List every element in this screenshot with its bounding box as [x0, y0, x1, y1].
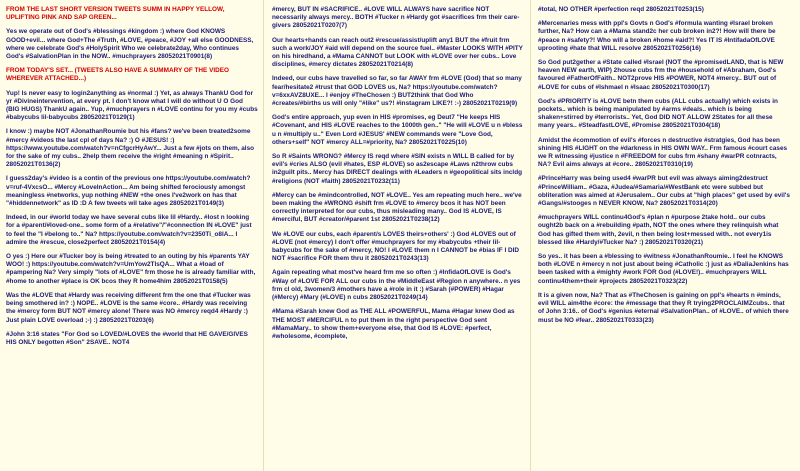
tweet-entry [6, 214, 258, 247]
tweet-entry [6, 90, 258, 123]
tweet-text: Amidst the #commotion of evil's #forces n destructive #stratgies, God has been shining HIS #LIGHT on the #darkness in HIS OWN WAY.. Frm famous #court cases we R witnessing #justice n #FREEDOM for cubs frm #shany #warPR cotnracts, NA? Evil aims always at #core.. 28052021T0310(19) [538, 136, 788, 169]
tweet-text: #muchprayers WILL continu4God's #plan n #purpose 2take hold.. our cubs ought2b back on a #rebuilding #path, NOT the ones where they relinquish what God has gifted them with, 2evil, n then being lost+messed with.. not every1is blessed like #Hardy/#Tucker Na? :) 28052021T0320(21) [538, 214, 779, 246]
tweet-entry [538, 175, 790, 208]
tweet-entry [272, 75, 524, 108]
tweet-entry [538, 59, 790, 92]
tweet-text: #Mercenaries mess with ppl's Govts n God's #formula wanting #Israel broken further, Na? How can a #Mama stand2c her cub broken in2?! How will there be #peace n #safety?! Who will a broken #home #aid?! Yes IT IS #IntifadaOfLOVE uprooting #hate that WILL resolve 28052021T0256(16) [538, 20, 776, 52]
tweet-entry [6, 128, 258, 169]
tweet-entry [6, 253, 258, 286]
tweet-text: So God put2gether a #State called #Israel (NOT the #promisedLAND, that is NEW heaven NEW earth, WIP) 2house cubs frm the #household of #Abraham, God's favoured #FatherOfFaith.. NOT2prove HIS #POWER, NOT4 #mercy.. BUT out of #LOVE for cubs of #Ishmael n #Isaac 28052021T0300(17) [538, 59, 784, 91]
tweet-text: Our hearts+hands can reach out2 #rescue/assist/uplift any1 BUT the #fruit frm such a work/JOY #aid will depend on the source fuel.. #Master LOOKS WITH #PITY on his hiredhand, a #Mama CANNOT but LOOK with #LOVE over her cubs.. Love disciplines, #mercy dictates 28052021T0214(8) [272, 36, 523, 69]
column-left [0, 0, 262, 471]
heading-todays-set [6, 67, 258, 83]
tweet-entry [538, 214, 790, 247]
tweet-entry [6, 292, 258, 325]
tweet-entry [538, 20, 790, 53]
tweet-entry [538, 98, 790, 131]
tweet-text: Yup! Is never easy to login2anything as #normal :) Yet, as always ThankU God for yr #Divineintervention, at every pt. I don't know what I will do without U O God (BIG HUGS) ThankU again.. Yup, #muchprayers n #LOVE continu for you my #cubs #babycubs lil-babycubs 28052021T0129(1) [6, 89, 258, 122]
tweet-entry [272, 231, 524, 264]
column-right [532, 0, 794, 471]
heading-text: FROM THE LAST SHORT VERSION TWEETS SUMM IN HAPPY YELLOW, UPLIFTING PINK AND SAP GREEN... [6, 6, 225, 22]
tweet-text: #Mama #Sarah knew God as THE ALL #POWERFUL, Mama #Hagar knew God as THE MOST #MERCIFUL n to put them in the right perspective God sent #MamaMary.. to show them+everyone else, that God IS #LOVE: #perfect, #wholesome, #complete, [272, 308, 515, 340]
heading-text: FROM TODAY'S SET... (TWEETS ALSO HAVE A SUMMARY OF THE VIDEO WHEREVER ATTACHED...) [6, 67, 229, 83]
tweet-text: #total, NO OTHER #perfection reqd 28052021T0253(15) [538, 6, 704, 13]
tweet-text: I guess2day's #video is a contin of the previous one https://youtube.com/watch?v=ruf-4VxcsO... #Mercy #LoveInAction... Am being shifted ferociously amongst meaningless #networks, yup nothing #NEW +the ones I've2work on has that "#hiddennetwork" as ID :D A few tweets wil take ages 28052021T0149(3) [6, 175, 251, 208]
tweet-entry [272, 37, 524, 70]
tweet-text: So R #Saints WRONG? #Mercy IS reqd where #SIN exists n WILL B called for by evil's #cries ALSO (evil #hates, ESP #LOVE) so as2escape #Laws n2throw cubs in2guilt pits.. Mercy has DIRECT dealings with #Leaders n #geopolitical sits incldg #religions (NOT #faith) 28052021T0232(11) [272, 153, 522, 185]
tweet-text: Indeed, in our #world today we have several cubs like lil #Hardy.. #lost n looking for a #parent/#loved-one.. some form of a #relative"/"#connection IN #LOVE" just to feel the "I #belong to.." Na? https://youtube.com/watch?v=2350Ti_o8lA... I admire the #rescue, close2perfect 28052021T0154(4) [6, 214, 252, 246]
tweet-text: #PrinceHarry was being used4 #warPR but evil was always aiming2destruct #PrinceWilliam.. #Gaza, #Judea/#Samaria/#WestBank etc were subbed but obliteration was aimed at #Jerusalem.. Our cubs at "high places" get used by evil's #Gangs/#stooges n NEVER KNOW, Na? 28052021T0314(20) [538, 175, 790, 208]
tweet-text: Yes we operate out of God's #blessings #kingdom :) where God KNOWS GOOD+evil... where God+The #Truth, #LOVE, #peace, #JOY +all else GOODNESS, where we celebrate God's #HolySpirit Who we celebrate2day, Who continues God's #SalvationPlan in the NOW.. #muchprayers 28052021T0901(8) [6, 28, 254, 61]
tweet-entry [6, 331, 258, 347]
column-divider [263, 0, 264, 471]
tweet-entry [6, 175, 258, 208]
tweet-text: Again repeating what most've heard frm me so often :) #InfidaOfLOVE is God's #Way of #LOVE FOR ALL our cubs in the #MiddleEast #Region n anywhere.. n yes frm cl old, 3women/3 #mothers have a #role in it :) #Sarah (#POWER) #Hagar (#Mercy) #Mary (#LOVE) n cubs 28052021T0249(14) [272, 269, 521, 302]
column-divider [530, 0, 531, 471]
tweet-entry [272, 192, 524, 225]
tweet-entry [272, 308, 524, 341]
tweet-entry [272, 153, 524, 186]
tweet-text: Was the #LOVE that #Hardy was receiving different frm the one that #Tucker was being smothered in? :) NOPE.. #LOVE is the same #core.. #Hardy was receiving the #mercy form BUT NOT #mercy alone! There was NO #mercy reqd4 #Hardy :) Just plain LOVE overload ;-) :) 28052021T0203(6) [6, 291, 251, 324]
tweet-text: We #LOVE our cubs, each #parent/s LOVES theirs+others' :) God #LOVES out of #LOVE (not #mercy) I don't offer #muchprayers for my #babycubs +their lil-babycubs for the sake of #mercy, NO! I #LOVE them n I CANNOT be #bias IF I DID NOT #sacrifice FOR them thru it 28052021T0243(13) [272, 230, 520, 263]
tweet-text: It is a given now, Na? That as #TheChosen is gaining on ppl's #hearts n #minds, evil WILL aim4the #core: the #message that they R trying2PROCLAIMZcubs.. that of John 3:16.. of God's #genius #eternal #SalvationPlan.. of #LOVE.. of which there must be NO #fear.. 28052021T0333(23) [538, 291, 789, 324]
tweet-text: I know :) maybe NOT #JonathanRoumie but his #fans? we've been treated2some #mercy #videos the last cpl of days Na? :) O #JESUS! :) https://www.youtube.com/watch?v=nCfgcrHyAwY... Just a few #jots on them, also for the sake of my cubs.. 2help them receive the #right #meaning n #Spirit.. 28052021T0136(2) [6, 128, 255, 169]
tweet-text: #mercy, BUT IN #SACRIFICE.. #LOVE WILL ALWAYS have sacrifice NOT necessarily always mercy.. BOTH #Tucker n #Hardy got #sacrifices frm their care-givers 28052021T0207(7) [272, 6, 520, 30]
tweet-text: O yes :) Here our #Tucker boy is being #treated to an outing by his #parents YAY WOO! :) https://youtube.com/watch?v=UmYow2TlsQA... What a #load of #pampering Na? Very simply "lots of #LOVE" frm those he is already familiar with, #home to another #place is OK bcos they R home4him 28052021T0158(5) [6, 253, 256, 285]
tweet-entry [6, 28, 258, 61]
tweet-text: God's #PRIORITY is #LOVE betn them cubs (ALL cubs actually) which exists in pockets.. which is being manipulated by #arms #deals.. which is being shaken+stirred by #terrorists.. Yet, God DID NOT ALLOW 2States for all these many years.. #SteadfastLOVE, #Promise 28052021T0304(18) [538, 97, 778, 130]
tweet-text: So yes.. it has been a #blessing to #witness #JonathanRoumie.. I feel he KNOWS both #LOVE n #mercy n not just about being #Catholic :) just as #DaliaJenkins has been tasked with a #mighty #work FOR God (#LOVE!).. #muchprayers WILL continu4them+their #projects 28052021T0323(22) [538, 253, 789, 285]
tweet-entry [272, 114, 524, 147]
tweet-text: #John 3:16 states "For God so LOVED/#LOVES the #world that HE GAVE/GIVES HIS ONLY begotten #Son" 2SAVE.. NOT4 [6, 330, 248, 346]
tweet-entry [272, 6, 524, 31]
tweet-text: #Mercy can be #mindcontrolled, NOT #LOVE.. Yes am repeating much here.. we've been making the #WRONG #shift frm #LOVE to #mercy bcos it has NOT been correctly interpreted for our cubs, thus misleading many.. God IS #LOVE, IS #merciful, BUT #creator/#parent 1st 28052021T0238(12) [272, 191, 522, 224]
heading-last-short-version [6, 6, 258, 22]
tweet-entry [272, 269, 524, 302]
tweet-entry [538, 137, 790, 170]
tweet-entry [538, 253, 790, 286]
tweet-text: God's entire approach, yup even in HIS #promises, eg Deut7 "He keeps HIS #Covenant, and HIS #LOVE reaches to the 1000th gen.." "He will #LOVE u n #bless u n #multiply u.." Even Lord #JESUS' #NEW commands were "Love God, others+self" NOT #mercy ALL=#priority, Na? 28052021T0225(10) [272, 114, 523, 146]
tweet-text: Indeed, our cubs have travelled so far, so far AWAY frm #LOVE (God) that so many fear/hesitate2 #trust that GOD LOVES us, Na? https://youtube.com/watch?v=6xxAVZ8UXE... I #enjoy #TheChosen :) BUT2think that God Who #creates/#births us will only "#like" us?! #instagram LIKE?! :-) 28052021T0219(9) [272, 75, 522, 108]
tweet-entry [538, 6, 790, 14]
tweet-entry [538, 292, 790, 325]
column-middle [266, 0, 528, 471]
